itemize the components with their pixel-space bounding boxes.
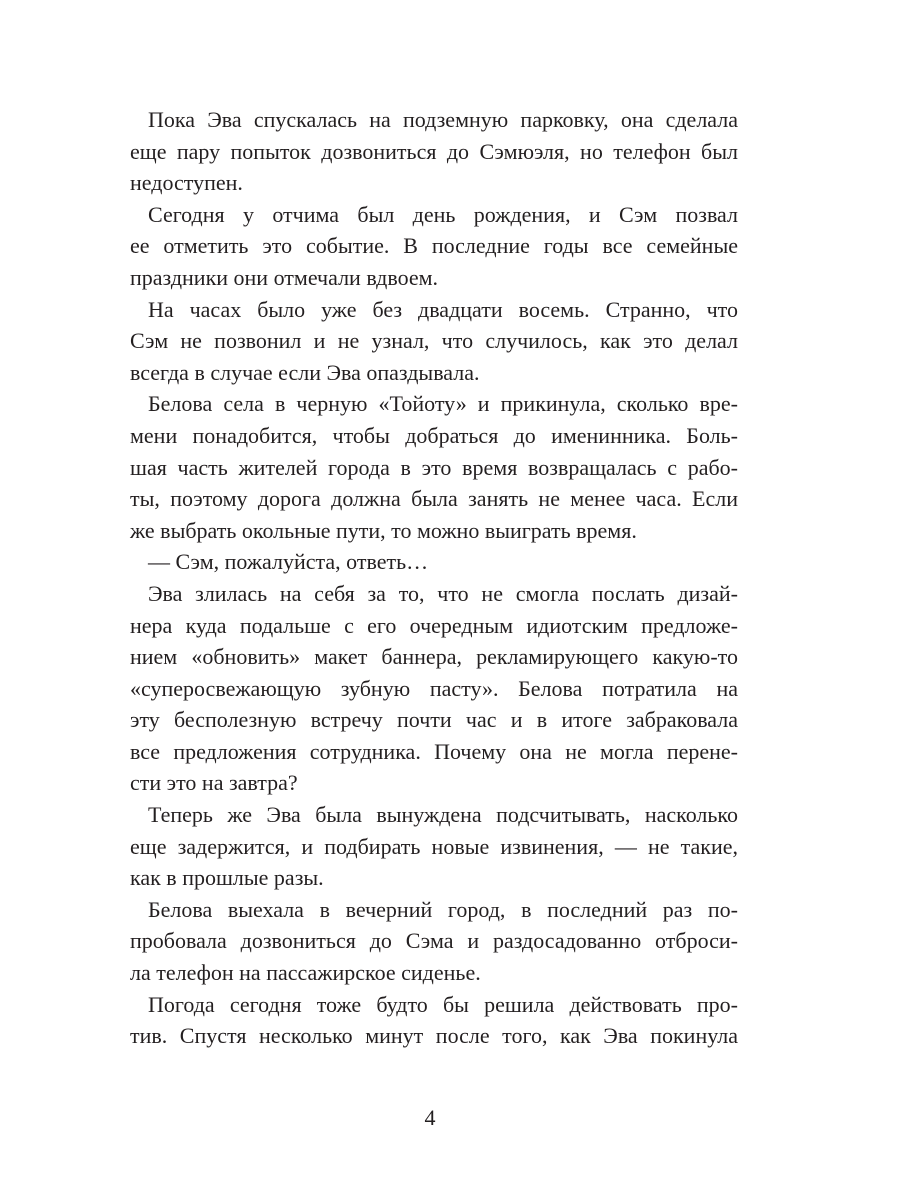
text-line: «суперосвежающую зубную пасту». Белова потратила на bbox=[130, 675, 738, 701]
text-line: мени понадобится, чтобы добраться до именинника. Боль- bbox=[130, 422, 738, 448]
text-line: же выбрать окольные пути, то можно выиграть время. bbox=[130, 517, 637, 543]
text-line: все предложения сотрудника. Почему она не могла перене- bbox=[130, 738, 738, 764]
paragraph bbox=[130, 104, 738, 199]
text-line: Сегодня у отчима был день рождения, и Сэм позвал bbox=[148, 201, 738, 227]
text-line: ла телефон на пассажирское сиденье. bbox=[130, 960, 481, 986]
text-line: Эва злилась на себя за то, что не смогла послать дизай- bbox=[148, 580, 738, 606]
text-line: сти это на завтра? bbox=[130, 770, 298, 796]
text-line: праздники они отмечали вдвоем. bbox=[130, 264, 439, 290]
paragraph bbox=[130, 199, 738, 294]
text-line: ты, поэтому дорога должна была занять не менее часа. Если bbox=[130, 486, 738, 512]
text-line: всегда в случае если Эва опаздывала. bbox=[130, 359, 480, 385]
text-line: нием «обновить» макет баннера, рекламирующего какую-то bbox=[130, 644, 738, 670]
text-line: тив. Спустя несколько минут после того, как Эва покинула bbox=[130, 1023, 738, 1049]
text-line: Погода сегодня тоже будто бы решила действовать про- bbox=[148, 991, 738, 1017]
text-line: — Сэм, пожалуйста, ответь… bbox=[148, 549, 429, 575]
text-line: эту бесполезную встречу почти час и в итоге забраковала bbox=[130, 707, 738, 733]
text-line: Сэм не позвонил и не узнал, что случилось, как это делал bbox=[130, 328, 738, 354]
text-line: Белова выехала в вечерний город, в последний раз по- bbox=[148, 896, 738, 922]
body-text bbox=[130, 104, 738, 1052]
paragraph bbox=[130, 989, 738, 1052]
paragraph bbox=[130, 799, 738, 894]
text-line: Теперь же Эва была вынуждена подсчитывать, насколько bbox=[148, 802, 738, 828]
text-line: как в прошлые разы. bbox=[130, 865, 324, 891]
text-line: нера куда подальше с его очередным идиотским предложе- bbox=[130, 612, 738, 638]
paragraph bbox=[130, 578, 738, 799]
paragraph bbox=[130, 894, 738, 989]
paragraph bbox=[130, 294, 738, 389]
page-number: 4 bbox=[424, 1105, 436, 1130]
text-line: На часах было уже без двадцати восемь. Странно, что bbox=[148, 296, 738, 322]
text-line: Белова села в черную «Тойоту» и прикинула, сколько вре- bbox=[148, 391, 738, 417]
text-line: недоступен. bbox=[130, 170, 243, 196]
text-line: ее отметить это событие. В последние годы все семейные bbox=[130, 233, 738, 259]
dialogue-line bbox=[130, 546, 738, 578]
text-line: еще пару попыток дозвониться до Сэмюэля, но телефон был bbox=[130, 138, 738, 164]
text-line: шая часть жителей города в это время возвращалась с рабо- bbox=[130, 454, 738, 480]
text-line: еще задержится, и подбирать новые извинения, — не такие, bbox=[130, 833, 738, 859]
text-line: Пока Эва спускалась на подземную парковку, она сделала bbox=[148, 107, 738, 132]
paragraph bbox=[130, 388, 738, 546]
text-line: пробовала дозвониться до Сэма и раздосадованно отброси- bbox=[130, 928, 738, 954]
